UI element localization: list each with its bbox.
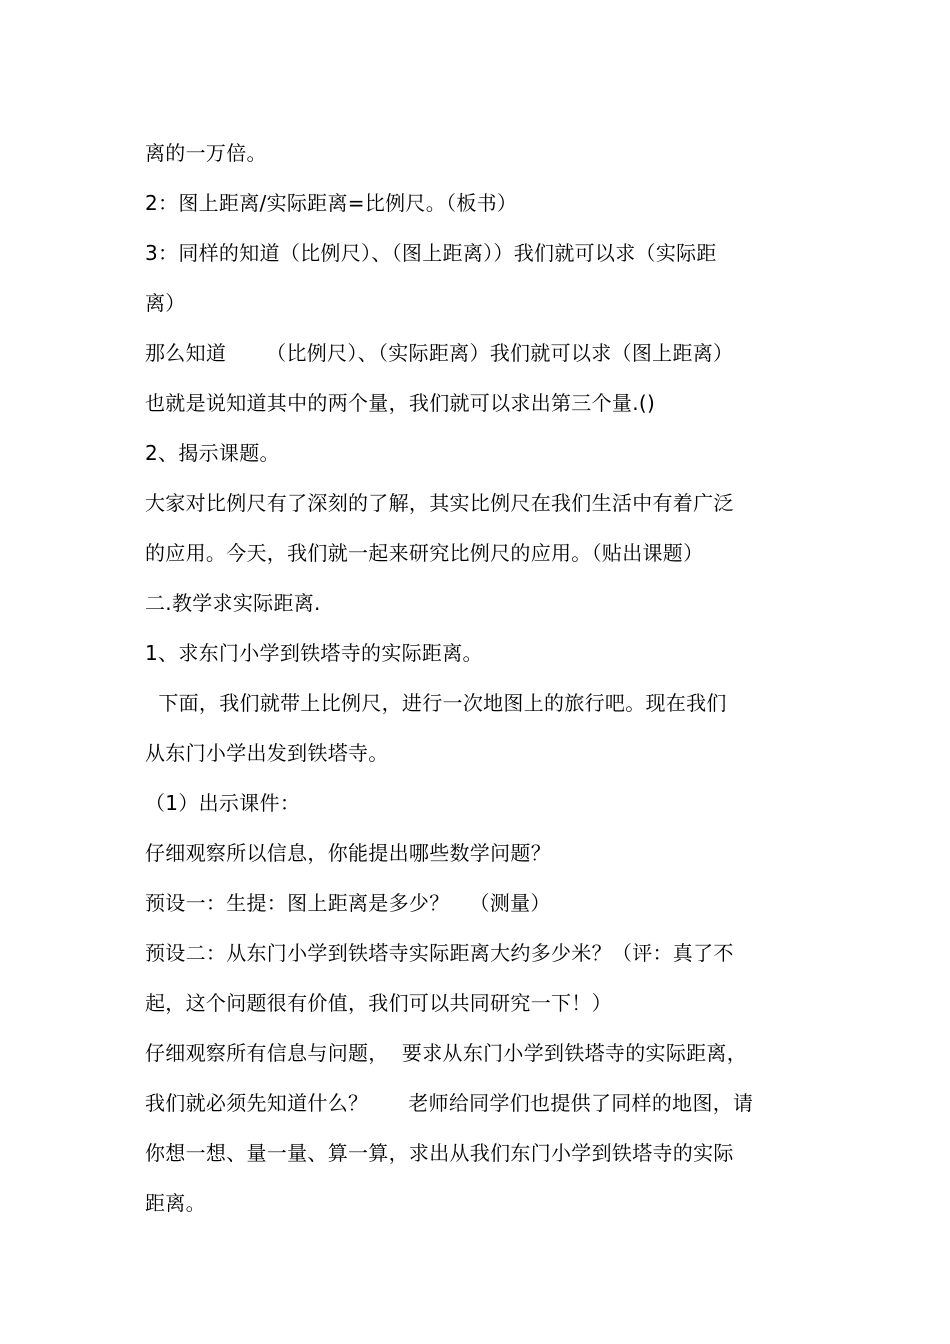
- document-body: [145, 128, 810, 1228]
- text-line: 离）: [145, 291, 186, 315]
- text-line: 预设一：生提：图上距离是多少？ （测量）: [145, 891, 551, 915]
- section-heading: 二.教学求实际距离.: [145, 591, 321, 615]
- text-line: 我们就必须先知道什么？ 老师给同学们也提供了同样的地图，请: [145, 1091, 754, 1115]
- section-heading: 2、揭示课题。: [145, 441, 280, 465]
- text-line: 下面，我们就带上比例尺，进行一次地图上的旅行吧。现在我们: [145, 691, 727, 715]
- text-line: 3：同样的知道（比例尺）、（图上距离））我们就可以求（实际距: [145, 241, 717, 265]
- text-line: 起，这个问题很有价值，我们可以共同研究一下！）: [145, 991, 612, 1015]
- text-line: 离的一万倍。: [145, 141, 267, 165]
- text-line: 仔细观察所以信息，你能提出哪些数学问题？: [145, 841, 551, 865]
- text-line: 从东门小学出发到铁塔寺。: [145, 741, 389, 765]
- text-line: 也就是说知道其中的两个量，我们就可以求出第三个量.(): [145, 391, 656, 415]
- text-line: 距离。: [145, 1191, 206, 1215]
- text-line: 那么知道 （比例尺）、（实际距离）我们就可以求（图上距离）: [145, 341, 734, 365]
- text-line: 仔细观察所有信息与问题， 要求从东门小学到铁塔寺的实际距离，: [145, 1041, 748, 1065]
- text-line: 预设二：从东门小学到铁塔寺实际距离大约多少米？（评：真了不: [145, 941, 734, 965]
- text-line: 2：图上距离/实际距离=比例尺。（板书）: [145, 191, 518, 215]
- text-line: （1）出示课件：: [145, 791, 301, 815]
- text-line: 的应用。今天，我们就一起来研究比例尺的应用。（贴出课题）: [145, 541, 704, 565]
- section-heading: 1、求东门小学到铁塔寺的实际距离。: [145, 641, 483, 665]
- text-line: 你想一想、量一量、算一算，求出从我们东门小学到铁塔寺的实际: [145, 1141, 734, 1165]
- text-line: 大家对比例尺有了深刻的了解，其实比例尺在我们生活中有着广泛: [145, 491, 734, 515]
